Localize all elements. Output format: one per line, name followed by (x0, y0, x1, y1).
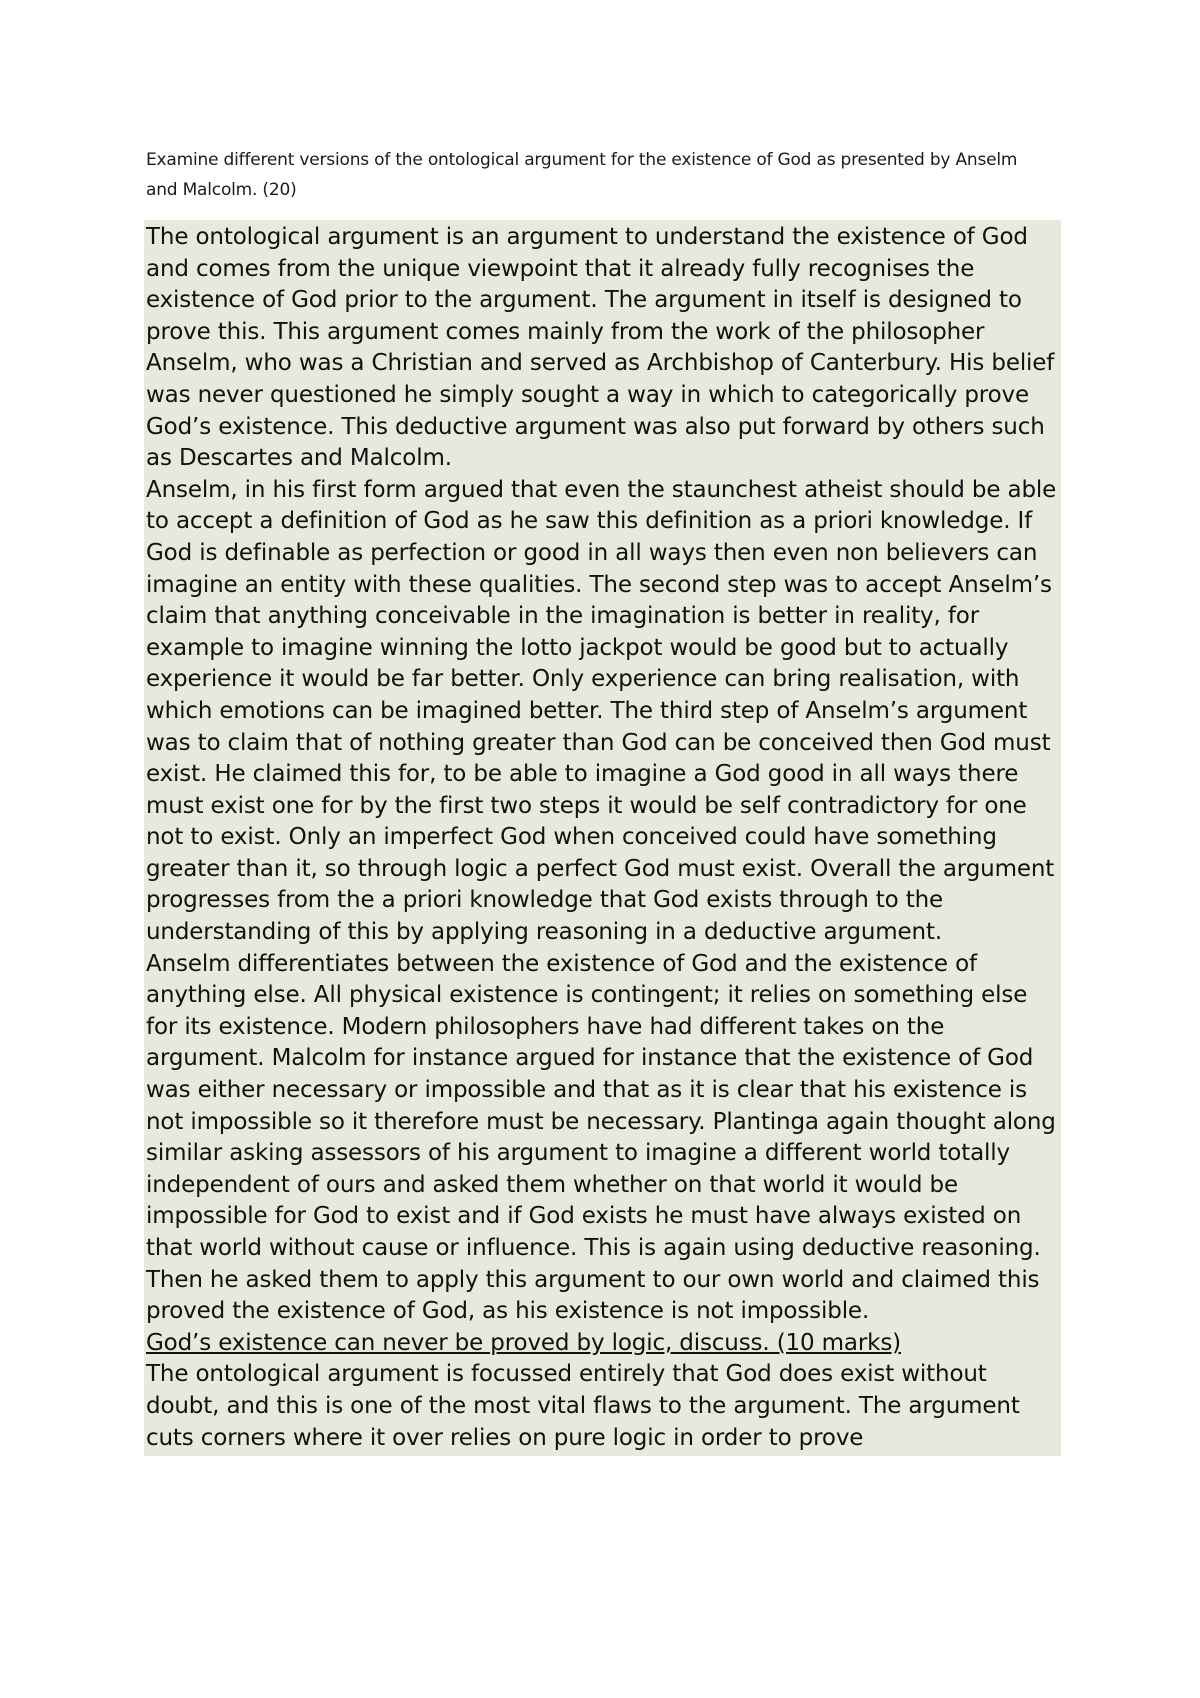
answer-paragraph-2: Anselm, in his first form argued that even the staunchest atheist should be able to accept a definition of God as he saw this definition as a priori knowledge. If God is definable as perfection or good in all ways then even non believers can imagine an entity with these qualities. The second step was to accept Anselm’s claim that anything conceivable in the imagination is better in reality, for example to imagine winning the lotto jackpot would be good but to actually experience it would be far better. Only experience can bring realisation, with which emotions can be imagined better. The third step of Anselm’s argument was to claim that of nothing greater than God can be conceived then God must exist. He claimed this for, to be able to imagine a God good in all ways there must exist one for by the first two steps it would be self contradictory for one not to exist. Only an imperfect God when conceived could have something greater than it, so through logic a perfect God must exist. Overall the argument progresses from the a priori knowledge that God exists through to the understanding of this by applying reasoning in a deductive argument. (146, 476, 1057, 946)
discussion-question-heading: God’s existence can never be proved by logic, discuss. (10 marks) (146, 1329, 901, 1356)
highlighted-answer (144, 220, 1061, 1456)
answer-paragraph-4: The ontological argument is focussed entirely that God does exist without doubt, and this is one of the most vital flaws to the argument. The argument cuts corners where it over relies on pure logic in order to prove (146, 1361, 1020, 1451)
answer-paragraph-1: The ontological argument is an argument to understand the existence of God and comes from the unique viewpoint that it already fully recognises the existence of God prior to the argument. The argument in itself is designed to prove this. This argument comes mainly from the work of the philosopher Anselm, who was a Christian and served as Archbishop of Canterbury. His belief was never questioned he simply sought a way in which to categorically prove God’s existence. This deductive argument was also put forward by others such as Descartes and Malcolm. (146, 224, 1055, 472)
answer-paragraph-3: Anselm differentiates between the existence of God and the existence of anything else. All physical existence is contingent; it relies on something else for its existence. Modern philosophers have had different takes on the argument. Malcolm for instance argued for instance that the existence of God was either necessary or impossible and that as it is clear that his existence is not impossible so it therefore must be necessary. Plantinga again thought along similar asking assessors of his argument to imagine a different world totally independent of ours and asked them whether on that world it would be impossible for God to exist and if God exists he must have always existed on that world without cause or influence. This is again using deductive reasoning. Then he asked them to apply this argument to our own world and claimed this proved the existence of God, as his existence is not impossible. (146, 950, 1056, 1325)
essay-question: Examine different versions of the ontological argument for the existence of God as presented by Anselm and Malcolm. (20) (146, 150, 1018, 200)
